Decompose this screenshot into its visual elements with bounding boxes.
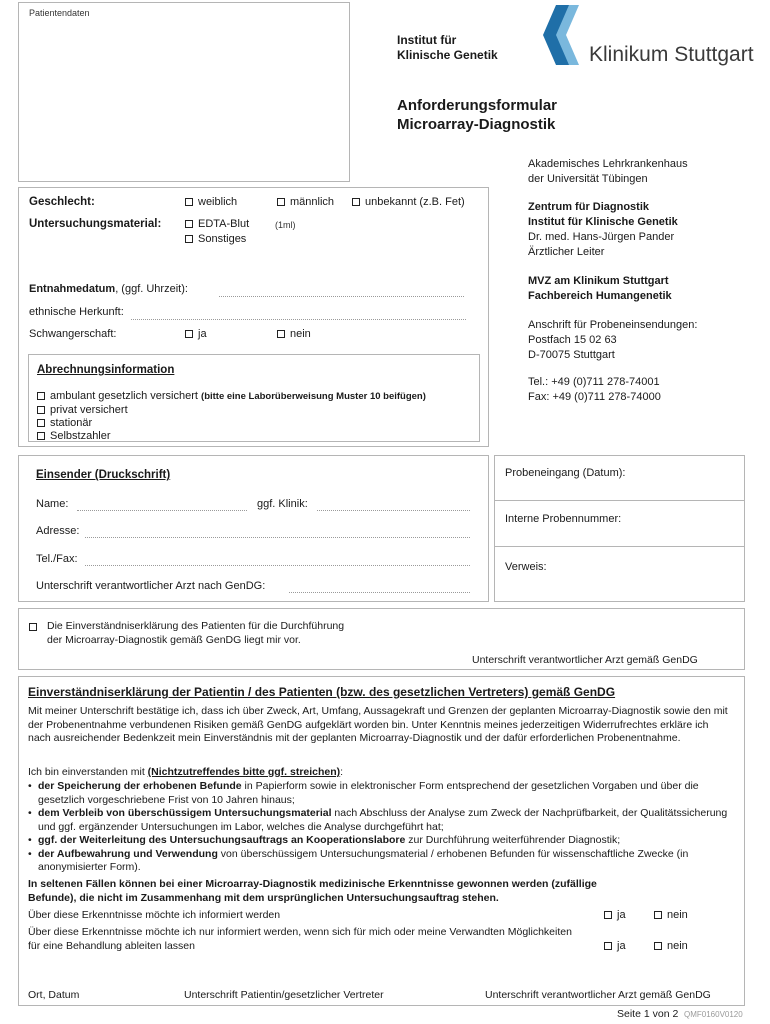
question-treatment-no[interactable]: nein <box>654 940 688 952</box>
sender-box <box>18 455 489 602</box>
material-option-edta[interactable]: EDTA-Blut <box>185 218 249 230</box>
patient-data-label: Patientendaten <box>29 8 90 18</box>
question-treatment-yes[interactable]: ja <box>604 940 626 952</box>
sender-address-label: Adresse: <box>36 525 80 537</box>
signature-place-date[interactable]: Ort, Datum <box>28 989 80 1001</box>
checkbox[interactable] <box>654 942 662 950</box>
checkbox[interactable] <box>29 623 37 631</box>
shipping-address: Anschrift für Probeneinsendungen: Postfach 15 02 63 D-70075 Stuttgart <box>528 319 698 361</box>
sender-name-field[interactable] <box>77 510 247 511</box>
checkbox[interactable] <box>37 419 45 427</box>
consent-doc-signature: Unterschrift verantwortlicher Arzt gemäß GenDG <box>472 654 698 666</box>
pregnancy-yes[interactable]: ja <box>185 328 207 340</box>
contact-block-2: MVZ am Klinikum Stuttgart Fachbereich Humangenetik <box>528 275 672 302</box>
billing-option-statutory[interactable]: ambulant gesetzlich versichert (bitte eine Laborüberweisung Muster 10 beifügen) <box>37 390 426 402</box>
billing-option-selfpay[interactable]: Selbstzahler <box>37 430 111 442</box>
sender-phone-label: Tel./Fax: <box>36 553 78 565</box>
sender-address-field[interactable] <box>85 537 470 538</box>
checkbox[interactable] <box>277 198 285 206</box>
lab-box <box>494 455 745 602</box>
lab-internal-label: Interne Probennummer: <box>505 513 622 525</box>
material-note: (1ml) <box>275 220 296 230</box>
consent-title: Einverständniserklärung der Patientin / des Patienten (bzw. des gesetzlichen Vertreters) gemäß GenDG <box>28 685 616 699</box>
checkbox[interactable] <box>185 220 193 228</box>
checkbox[interactable] <box>654 911 662 919</box>
billing-option-inpatient[interactable]: stationär <box>37 417 92 429</box>
list-item: • ggf. der Weiterleitung des Untersuchungsauftrags an Kooperationslabore zur Durchführung weiterführender Diagnostik; <box>28 834 733 848</box>
billing-option-private[interactable]: privat versichert <box>37 404 128 416</box>
checkbox[interactable] <box>604 942 612 950</box>
klinikum-logo-mark <box>543 5 585 65</box>
list-item: • der Aufbewahrung und Verwendung von überschüssigem Untersuchungsmaterial / erhobenen Befunden für wissenschaftliche Zwecke (in anonymisierter Form). <box>28 848 733 875</box>
checkbox[interactable] <box>185 330 193 338</box>
affiliation: Akademisches Lehrkrankenhaus der Universität Tübingen <box>528 158 688 185</box>
checkbox[interactable] <box>37 432 45 440</box>
sex-option-female[interactable]: weiblich <box>185 196 237 208</box>
consent-doc-checkbox[interactable] <box>29 621 42 633</box>
collection-date-field[interactable] <box>219 296 464 297</box>
form-code: QMF0160V0120 <box>684 1010 743 1019</box>
checkbox[interactable] <box>37 406 45 414</box>
checkbox[interactable] <box>352 198 360 206</box>
signature-doctor[interactable]: Unterschrift verantwortlicher Arzt gemäß GenDG <box>485 989 711 1001</box>
lab-divider-1 <box>495 500 744 501</box>
question-informed-yes[interactable]: ja <box>604 909 626 921</box>
ethnic-origin-label: ethnische Herkunft: <box>29 306 124 318</box>
checkbox[interactable] <box>604 911 612 919</box>
consent-intro: Ich bin einverstanden mit (Nichtzutreffendes bitte ggf. streichen): <box>28 766 344 778</box>
phone-block: Tel.: +49 (0)711 278-74001 Fax: +49 (0)711 278-74000 <box>528 376 661 403</box>
list-item: • dem Verbleib von überschüssigem Untersuchungsmaterial nach Abschluss der Analyse zum Zweck der Nachprüfbarkeit, der Qualitätssicherung und ggf. ergänzender Untersuchungen im Labor, welches die Analyse durchgeführt hat; <box>28 807 733 834</box>
sender-phone-field[interactable] <box>85 565 470 566</box>
checkbox[interactable] <box>185 235 193 243</box>
checkbox[interactable] <box>37 392 45 400</box>
klinikum-logo <box>543 5 765 67</box>
checkbox[interactable] <box>185 198 193 206</box>
question-informed: Über diese Erkenntnisse möchte ich informiert werden <box>28 909 281 921</box>
institute-name: Institut für Klinische Genetik <box>397 33 498 62</box>
sex-label: Geschlecht: <box>29 196 95 208</box>
pregnancy-label: Schwangerschaft: <box>29 328 117 340</box>
klinikum-logo-text: Klinikum Stuttgart <box>589 43 754 66</box>
consent-box <box>18 676 745 1006</box>
patient-data-box[interactable] <box>18 2 350 182</box>
consent-list <box>28 780 733 875</box>
contact-block-1: Zentrum für Diagnostik Institut für Klinische Genetik Dr. med. Hans-Jürgen Pander Ärztlicher Leiter <box>528 201 678 258</box>
consent-paragraph: Mit meiner Unterschrift bestätige ich, dass ich über Zweck, Art, Umfang, Aussagekraft und Grenzen der geplanten Microarray-Diagnostik sowie den mit der Probenentnahme verbundenen Risiken gemäß GenDG aufgeklärt worden bin. Unter Kenntnis meines jederzeitigen Widerrufrechtes erkläre ich nach ausreichender Bedenkzeit mein Einverständnis mit der geplanten Microarray-Diagnostik und der dafür erforderlichen Probenentnahme. <box>28 705 728 744</box>
consent-doc-text: Die Einverständniserklärung des Patienten für die Durchführung der Microarray-Diagnostik gemäß GenDG liegt mir vor. <box>47 620 345 646</box>
question-treatment: Über diese Erkenntnisse möchte ich nur informiert werden, wenn sich für mich oder meine Verwandten Möglichkeiten für eine Behandlung ableiten lassen <box>28 926 572 952</box>
sender-clinic-field[interactable] <box>317 510 470 511</box>
ethnic-origin-field[interactable] <box>131 319 466 320</box>
lab-ref-label: Verweis: <box>505 561 547 573</box>
question-informed-no[interactable]: nein <box>654 909 688 921</box>
page-number: Seite 1 von 2 <box>617 1008 679 1020</box>
material-option-other[interactable]: Sonstiges <box>185 233 246 245</box>
sender-signature-field[interactable] <box>289 592 470 593</box>
checkbox[interactable] <box>277 330 285 338</box>
sender-clinic-label: ggf. Klinik: <box>257 498 308 510</box>
form-title: Anforderungsformular Microarray-Diagnostik <box>397 97 558 133</box>
consent-doc-box <box>18 608 745 670</box>
list-item: • der Speicherung der erhobenen Befunde in Papierform sowie in elektronischer Form entsprechend der gesetzlichen Vorgaben und über die gesetzlich vorgeschriebene Frist von 10 Jahren hinaus; <box>28 780 733 807</box>
signature-patient[interactable]: Unterschrift Patientin/gesetzlicher Vertreter <box>184 989 384 1001</box>
collection-date-label: Entnahmedatum, (ggf. Uhrzeit): <box>29 283 188 295</box>
sender-signature-label: Unterschrift verantwortlicher Arzt nach GenDG: <box>36 580 266 592</box>
pregnancy-no[interactable]: nein <box>277 328 311 340</box>
material-label: Untersuchungsmaterial: <box>29 218 162 230</box>
incidental-findings-note: In seltenen Fällen können bei einer Microarray-Diagnostik medizinische Erkenntnisse gewonnen werden (zufällige Befunde), die nicht im Zusammenhang mit dem ursprünglichen Untersuchungsauftrag stehen. <box>28 878 597 904</box>
sex-option-unknown[interactable]: unbekannt (z.B. Fet) <box>352 196 465 208</box>
lab-divider-2 <box>495 546 744 547</box>
lab-received-label: Probeneingang (Datum): <box>505 467 626 479</box>
sender-title: Einsender (Druckschrift) <box>36 469 171 481</box>
sex-option-male[interactable]: männlich <box>277 196 334 208</box>
billing-title: Abrechnungsinformation <box>37 364 175 376</box>
patient-info-box <box>18 187 489 447</box>
billing-box <box>28 354 480 442</box>
sender-name-label: Name: <box>36 498 69 510</box>
